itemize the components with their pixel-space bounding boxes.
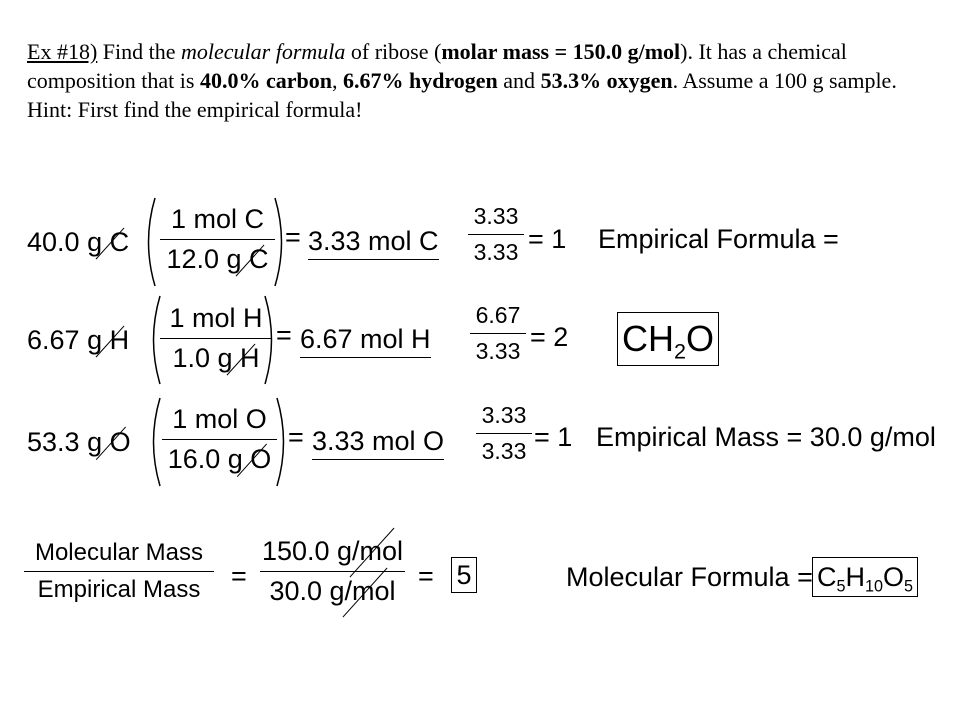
fraction-bar <box>470 333 526 334</box>
oxygen-percent: 53.3% oxygen <box>540 68 673 93</box>
molecular-formula-box <box>812 557 918 597</box>
formula-part: C <box>816 562 837 592</box>
problem-text-4: , <box>331 68 343 93</box>
fraction-bar <box>160 239 275 240</box>
formula-subscript: 2 <box>673 338 686 364</box>
given-mass-hydrogen <box>27 325 129 356</box>
denominator-number: 12.0 <box>166 244 219 274</box>
left-paren <box>140 196 158 288</box>
formula-part: O <box>686 318 715 359</box>
empirical-mass: Empirical Mass = 30.0 g/mol <box>596 422 936 452</box>
empirical-formula-label: Empirical Formula = <box>598 224 839 254</box>
cancelled-unit: g O <box>227 444 272 474</box>
formula-part: CH <box>621 318 674 359</box>
given-mass-oxygen <box>27 427 131 458</box>
given-mass-carbon <box>27 227 129 258</box>
problem-text-1: Find the <box>97 39 181 64</box>
ratio-denominator: 3.33 <box>473 239 519 265</box>
fraction-bar <box>24 571 214 572</box>
problem-text-5: and <box>497 68 541 93</box>
ratio-denominator: 3.33 <box>475 338 521 364</box>
ratio-hydrogen <box>470 304 526 363</box>
left-paren <box>145 396 163 488</box>
example-label: Ex #18) <box>27 39 98 64</box>
cancelled-unit: g O <box>87 427 131 457</box>
problem-text-6: . Assume a 100 g sample. Hint: First find the empirical formula! <box>27 68 897 122</box>
cancelled-unit: g/mol <box>329 576 396 606</box>
ratio-denominator: 3.33 <box>481 438 527 464</box>
conversion-factor-oxygen <box>162 406 277 473</box>
molar-mass-numerator <box>260 538 405 565</box>
problem-text-3: ). It has a chemical composition that is <box>27 39 847 93</box>
cancelled-unit: g C <box>87 227 130 257</box>
cancelled-unit: g C <box>226 244 269 274</box>
formula-subscript: 5 <box>904 577 914 596</box>
empirical-formula-box <box>617 312 719 366</box>
cancelled-unit: g/mol <box>337 536 404 566</box>
denominator-number: 1.0 <box>172 343 210 373</box>
conversion-factor-hydrogen <box>160 305 272 372</box>
given-number: 53.3 <box>27 427 80 457</box>
formula-part: O <box>883 562 905 592</box>
problem-text-2: of ribose ( <box>345 39 442 64</box>
conversion-numerator: 1 mol C <box>170 204 265 234</box>
carbon-percent: 40.0% carbon <box>199 68 332 93</box>
equals-sign: = <box>288 422 304 452</box>
equals-sign: = <box>285 222 301 252</box>
ratio-numerator: 6.67 <box>475 302 521 328</box>
conversion-numerator: 1 mol O <box>172 404 267 434</box>
ratio-carbon <box>468 205 524 264</box>
ratio-oxygen <box>476 404 532 463</box>
empirical-mass-denominator <box>260 578 405 605</box>
formula-subscript: 10 <box>864 577 883 596</box>
empirical-mass-label: Empirical Mass <box>37 576 201 603</box>
fraction-bar <box>160 338 272 339</box>
molar-mass-text: molar mass = 150.0 g/mol <box>441 39 681 64</box>
given-number: 6.67 <box>27 325 80 355</box>
denominator-value: 30.0 <box>269 576 322 606</box>
fraction-bar <box>476 433 532 434</box>
equals-sign: = <box>231 561 247 591</box>
conversion-denominator <box>160 246 275 273</box>
conversion-denominator <box>160 345 272 372</box>
molecular-mass-label: Molecular Mass <box>34 539 204 566</box>
hydrogen-percent: 6.67% hydrogen <box>342 68 498 93</box>
cancelled-unit: g H <box>217 343 260 373</box>
ratio-numerator: 3.33 <box>481 402 527 428</box>
equals-sign: = <box>276 320 292 350</box>
problem-text-italic: molecular formula <box>181 39 346 64</box>
conversion-denominator <box>162 446 277 473</box>
molecular-formula-label: Molecular Formula = <box>566 562 813 592</box>
ratio-result-hydrogen: = 2 <box>530 322 569 352</box>
mass-division-fraction <box>260 538 405 605</box>
formula-subscript: 5 <box>836 577 846 596</box>
moles-carbon: 3.33 mol C <box>308 226 439 260</box>
mass-ratio-fraction <box>24 541 214 602</box>
conversion-numerator: 1 mol H <box>169 303 263 333</box>
equals-sign: = <box>418 561 434 591</box>
fraction-bar <box>162 439 277 440</box>
multiplier-box: 5 <box>451 557 477 593</box>
moles-oxygen: 3.33 mol O <box>312 426 444 460</box>
fraction-bar <box>468 234 524 235</box>
ratio-result-oxygen: = 1 <box>534 422 573 452</box>
given-number: 40.0 <box>27 227 80 257</box>
cancelled-unit: g H <box>87 325 130 355</box>
ratio-numerator: 3.33 <box>473 203 519 229</box>
conversion-factor-carbon <box>160 206 275 273</box>
problem-statement <box>27 37 937 124</box>
ratio-result-carbon: = 1 <box>528 224 567 254</box>
formula-part: H <box>845 562 865 592</box>
denominator-number: 16.0 <box>167 444 221 474</box>
moles-hydrogen: 6.67 mol H <box>300 324 431 358</box>
numerator-value: 150.0 <box>261 536 330 566</box>
